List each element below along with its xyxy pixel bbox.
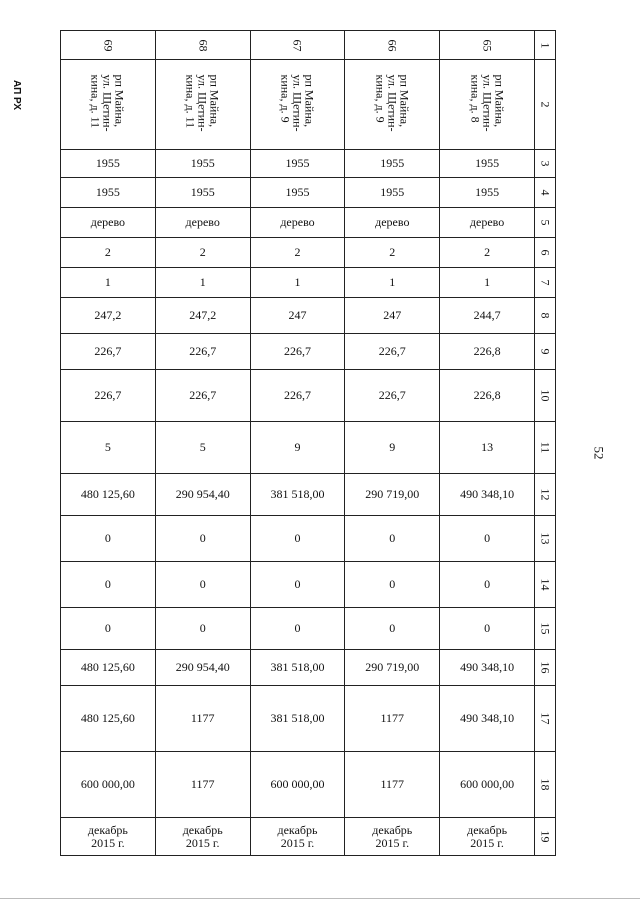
address-cell: рп Майна, ул. Щетин- кина, д. 11 bbox=[155, 60, 250, 150]
value-cell: 290 719,00 bbox=[345, 650, 440, 686]
column-number: 8 bbox=[535, 298, 556, 334]
value-cell: 1955 bbox=[155, 178, 250, 208]
value-cell: 0 bbox=[250, 562, 345, 608]
value-cell: 1 bbox=[440, 268, 535, 298]
value-cell: 0 bbox=[345, 516, 440, 562]
page-edge-divider bbox=[0, 898, 640, 899]
value-cell: 9 bbox=[250, 422, 345, 474]
value-cell: дерево bbox=[345, 208, 440, 238]
column-number: 6 bbox=[535, 238, 556, 268]
value-cell: 600 000,00 bbox=[440, 752, 535, 818]
value-cell: 490 348,10 bbox=[440, 686, 535, 752]
column-number: 18 bbox=[535, 752, 556, 818]
value-cell: 0 bbox=[155, 516, 250, 562]
value-cell: 1177 bbox=[345, 686, 440, 752]
value-cell: 226,8 bbox=[440, 370, 535, 422]
column-number: 5 bbox=[535, 208, 556, 238]
value-cell: 247,2 bbox=[155, 298, 250, 334]
value-cell: 226,8 bbox=[440, 334, 535, 370]
value-cell: 1 bbox=[345, 268, 440, 298]
value-cell: 5 bbox=[155, 422, 250, 474]
housing-table bbox=[60, 30, 556, 850]
value-cell: 5 bbox=[61, 422, 156, 474]
archive-stamp: АП РХ bbox=[11, 80, 22, 111]
value-cell: 1955 bbox=[61, 150, 156, 178]
value-cell: 2 bbox=[155, 238, 250, 268]
value-cell: 13 bbox=[440, 422, 535, 474]
object-number-65: 65 bbox=[440, 31, 535, 60]
value-cell: 381 518,00 bbox=[250, 686, 345, 752]
value-cell: дерево bbox=[250, 208, 345, 238]
value-cell: 247 bbox=[250, 298, 345, 334]
column-number: 3 bbox=[535, 150, 556, 178]
object-number-66: 66 bbox=[345, 31, 440, 60]
value-cell: 2 bbox=[345, 238, 440, 268]
value-cell: 600 000,00 bbox=[61, 752, 156, 818]
value-cell: 1955 bbox=[61, 178, 156, 208]
address-cell: рп Майна, ул. Щетин- кина, д. 9 bbox=[250, 60, 345, 150]
column-number: 11 bbox=[535, 422, 556, 474]
column-number: 14 bbox=[535, 562, 556, 608]
value-cell: дерево bbox=[440, 208, 535, 238]
value-cell: 226,7 bbox=[155, 334, 250, 370]
value-cell: 480 125,60 bbox=[61, 474, 156, 516]
value-cell: 290 954,40 bbox=[155, 474, 250, 516]
column-number: 13 bbox=[535, 516, 556, 562]
value-cell: 226,7 bbox=[61, 334, 156, 370]
value-cell: 0 bbox=[61, 516, 156, 562]
column-number: 10 bbox=[535, 370, 556, 422]
value-cell: 1177 bbox=[345, 752, 440, 818]
value-cell: 1955 bbox=[440, 178, 535, 208]
object-number-68: 68 bbox=[155, 31, 250, 60]
object-number-67: 67 bbox=[250, 31, 345, 60]
value-cell: декабрь 2015 г. bbox=[345, 818, 440, 856]
address-cell: рп Майна, ул. Щетин- кина, д. 11 bbox=[61, 60, 156, 150]
value-cell: 1955 bbox=[250, 150, 345, 178]
value-cell: 490 348,10 bbox=[440, 650, 535, 686]
value-cell: 0 bbox=[61, 562, 156, 608]
object-number-69: 69 bbox=[61, 31, 156, 60]
value-cell: декабрь 2015 г. bbox=[250, 818, 345, 856]
value-cell: 226,7 bbox=[250, 334, 345, 370]
value-cell: 2 bbox=[250, 238, 345, 268]
value-cell: 226,7 bbox=[345, 370, 440, 422]
value-cell: 480 125,60 bbox=[61, 650, 156, 686]
value-cell: 381 518,00 bbox=[250, 650, 345, 686]
value-cell: 226,7 bbox=[61, 370, 156, 422]
value-cell: декабрь 2015 г. bbox=[61, 818, 156, 856]
column-number: 2 bbox=[535, 60, 556, 150]
value-cell: 0 bbox=[155, 562, 250, 608]
value-cell: 0 bbox=[250, 516, 345, 562]
page-number: 52 bbox=[591, 446, 607, 460]
column-number: 19 bbox=[535, 818, 556, 856]
column-number: 12 bbox=[535, 474, 556, 516]
value-cell: 1177 bbox=[155, 752, 250, 818]
column-number: 1 bbox=[535, 31, 556, 60]
value-cell: 0 bbox=[61, 608, 156, 650]
value-cell: 290 719,00 bbox=[345, 474, 440, 516]
value-cell: 290 954,40 bbox=[155, 650, 250, 686]
value-cell: 2 bbox=[61, 238, 156, 268]
value-cell: 247 bbox=[345, 298, 440, 334]
value-cell: декабрь 2015 г. bbox=[440, 818, 535, 856]
column-number: 4 bbox=[535, 178, 556, 208]
value-cell: 0 bbox=[440, 608, 535, 650]
value-cell: 226,7 bbox=[250, 370, 345, 422]
value-cell: 1 bbox=[155, 268, 250, 298]
value-cell: 244,7 bbox=[440, 298, 535, 334]
value-cell: 247,2 bbox=[61, 298, 156, 334]
value-cell: 0 bbox=[440, 516, 535, 562]
column-number: 7 bbox=[535, 268, 556, 298]
value-cell: 1955 bbox=[155, 150, 250, 178]
value-cell: 600 000,00 bbox=[250, 752, 345, 818]
value-cell: декабрь 2015 г. bbox=[155, 818, 250, 856]
column-number: 15 bbox=[535, 608, 556, 650]
value-cell: 226,7 bbox=[155, 370, 250, 422]
value-cell: 1955 bbox=[250, 178, 345, 208]
column-number: 9 bbox=[535, 334, 556, 370]
value-cell: 0 bbox=[155, 608, 250, 650]
value-cell: 226,7 bbox=[345, 334, 440, 370]
column-number: 17 bbox=[535, 686, 556, 752]
value-cell: 1955 bbox=[345, 178, 440, 208]
value-cell: 2 bbox=[440, 238, 535, 268]
address-cell: рп Майна, ул. Щетин- кина, д. 9 bbox=[345, 60, 440, 150]
value-cell: 1177 bbox=[155, 686, 250, 752]
column-number: 16 bbox=[535, 650, 556, 686]
value-cell: 1955 bbox=[345, 150, 440, 178]
address-cell: рп Майна, ул. Щетин- кина, д. 8 bbox=[440, 60, 535, 150]
value-cell: 0 bbox=[345, 562, 440, 608]
value-cell: 0 bbox=[345, 608, 440, 650]
value-cell: 1 bbox=[61, 268, 156, 298]
value-cell: дерево bbox=[61, 208, 156, 238]
value-cell: 490 348,10 bbox=[440, 474, 535, 516]
value-cell: 1 bbox=[250, 268, 345, 298]
value-cell: 381 518,00 bbox=[250, 474, 345, 516]
value-cell: 9 bbox=[345, 422, 440, 474]
value-cell: дерево bbox=[155, 208, 250, 238]
value-cell: 0 bbox=[250, 608, 345, 650]
value-cell: 480 125,60 bbox=[61, 686, 156, 752]
value-cell: 0 bbox=[440, 562, 535, 608]
value-cell: 1955 bbox=[440, 150, 535, 178]
